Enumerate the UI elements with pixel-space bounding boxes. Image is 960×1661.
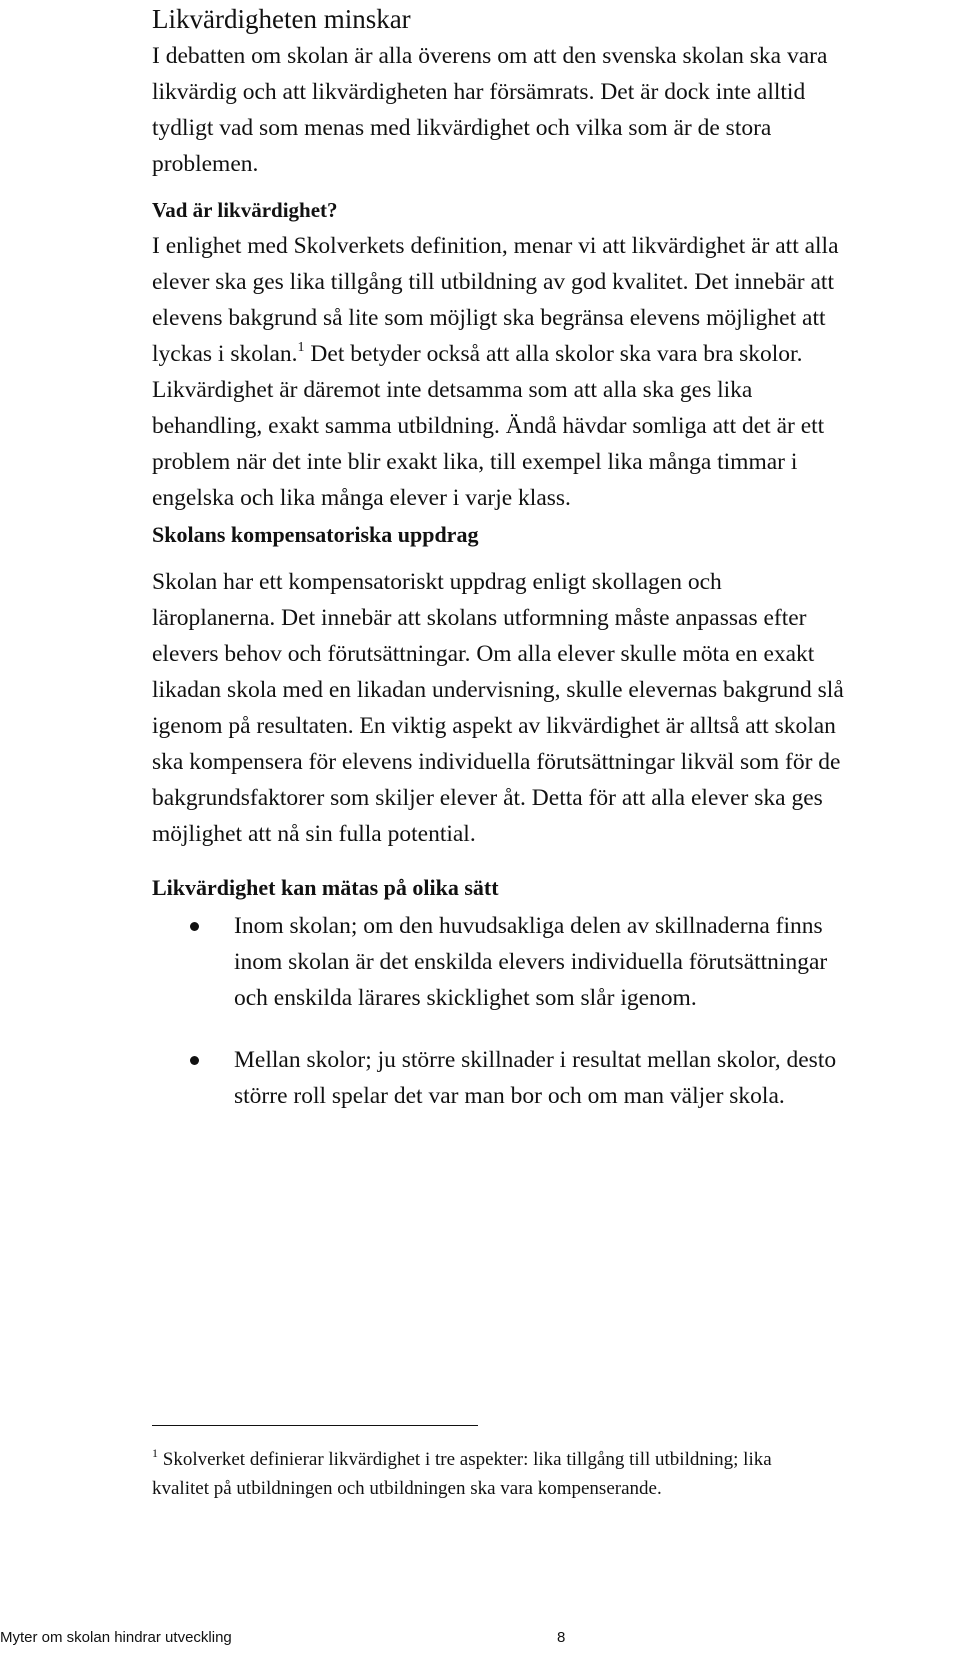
page-footer (0, 1627, 960, 1649)
footnote-reference[interactable]: 1 (297, 340, 305, 355)
footnote (152, 1445, 942, 1503)
note-line-start: lyckas i skolan. (152, 341, 298, 367)
footnote-text: Skolverket definierar likvärdighet i tre aspekter: lika tillgång till utbildning; lika (158, 1449, 772, 1470)
intro-paragraph (152, 38, 942, 182)
intro-line: likvärdig och att likvärdigheten har försämrats. Det är dock inte alltid (152, 79, 806, 105)
measurement-list (152, 908, 942, 1114)
page-number: 8 (557, 1629, 566, 1646)
compensatory-line: likadan skola med en likadan undervisning, skulle elevernas bakgrund slå (152, 677, 844, 703)
definition-line: I enlighet med Skolverkets definition, menar vi att likvärdighet är att alla (152, 233, 839, 259)
section-heading-compensatory: Skolans kompensatoriska uppdrag (152, 522, 479, 547)
compensatory-line: bakgrundsfaktorer som skiljer elever åt. Detta för att alla elever ska ges (152, 785, 823, 811)
list-item (152, 908, 942, 1016)
compensatory-line: Skolan har ett kompensatoriskt uppdrag enligt skollagen och (152, 569, 722, 595)
definition-paragraph (152, 228, 942, 516)
definition-line: elever ska ges lika tillgång till utbildning av god kvalitet. Det innebär att (152, 269, 834, 295)
footnote-line (152, 1445, 942, 1474)
footnote-line: kvalitet på utbildningen och utbildningen ska vara kompenserande. (152, 1478, 662, 1499)
definition-line: problem när det inte blir exakt lika, till exempel lika många timmar i (152, 449, 798, 475)
bullet-icon (190, 922, 199, 931)
intro-line: I debatten om skolan är alla överens om att den svenska skolan ska vara (152, 43, 828, 69)
list-item-line: inom skolan är det enskilda elevers individuella förutsättningar (234, 949, 828, 975)
compensatory-line: elevers behov och förutsättningar. Om alla elever skulle möta en exakt (152, 641, 815, 667)
list-item-line: och enskilda lärares skicklighet som slår igenom. (234, 985, 697, 1011)
section-heading-definition: Vad är likvärdighet? (152, 198, 338, 222)
page-title: Likvärdigheten minskar (152, 4, 411, 34)
intro-line: problemen. (152, 151, 259, 177)
bullet-icon (190, 1056, 199, 1065)
list-item-line: större roll spelar det var man bor och om man väljer skola. (234, 1083, 785, 1109)
definition-line: engelska och lika många elever i varje klass. (152, 485, 571, 511)
definition-line: behandling, exakt samma utbildning. Ändå hävdar somliga att det är ett (152, 413, 825, 439)
footer-title: Myter om skolan hindrar utveckling (0, 1629, 232, 1646)
list-item (152, 1042, 942, 1114)
list-item-line: Mellan skolor; ju större skillnader i resultat mellan skolor, desto (234, 1047, 837, 1073)
definition-line: Likvärdighet är däremot inte detsamma som att alla ska ges lika (152, 377, 753, 403)
definition-line-with-note (152, 336, 942, 372)
note-line-end: Det betyder också att alla skolor ska vara bra skolor. (304, 341, 803, 367)
list-item-line: Inom skolan; om den huvudsakliga delen av skillnaderna finns (234, 913, 823, 939)
definition-line: elevens bakgrund så lite som möjligt ska begränsa elevens möjlighet att (152, 305, 826, 331)
compensatory-paragraph (152, 564, 942, 852)
compensatory-line: igenom på resultaten. En viktig aspekt av likvärdighet är alltså att skolan (152, 713, 836, 739)
section-heading-measurement: Likvärdighet kan mätas på olika sätt (152, 875, 499, 900)
compensatory-line: läroplanerna. Det innebär att skolans utformning måste anpassas efter (152, 605, 807, 631)
compensatory-line: ska kompensera för elevens individuella förutsättningar likväl som för de (152, 749, 841, 775)
intro-line: tydligt vad som menas med likvärdighet och vilka som är de stora (152, 115, 772, 141)
footnote-separator (152, 1425, 478, 1426)
compensatory-line: möjlighet att nå sin fulla potential. (152, 821, 476, 847)
footnote-marker: 1 (152, 1446, 158, 1460)
